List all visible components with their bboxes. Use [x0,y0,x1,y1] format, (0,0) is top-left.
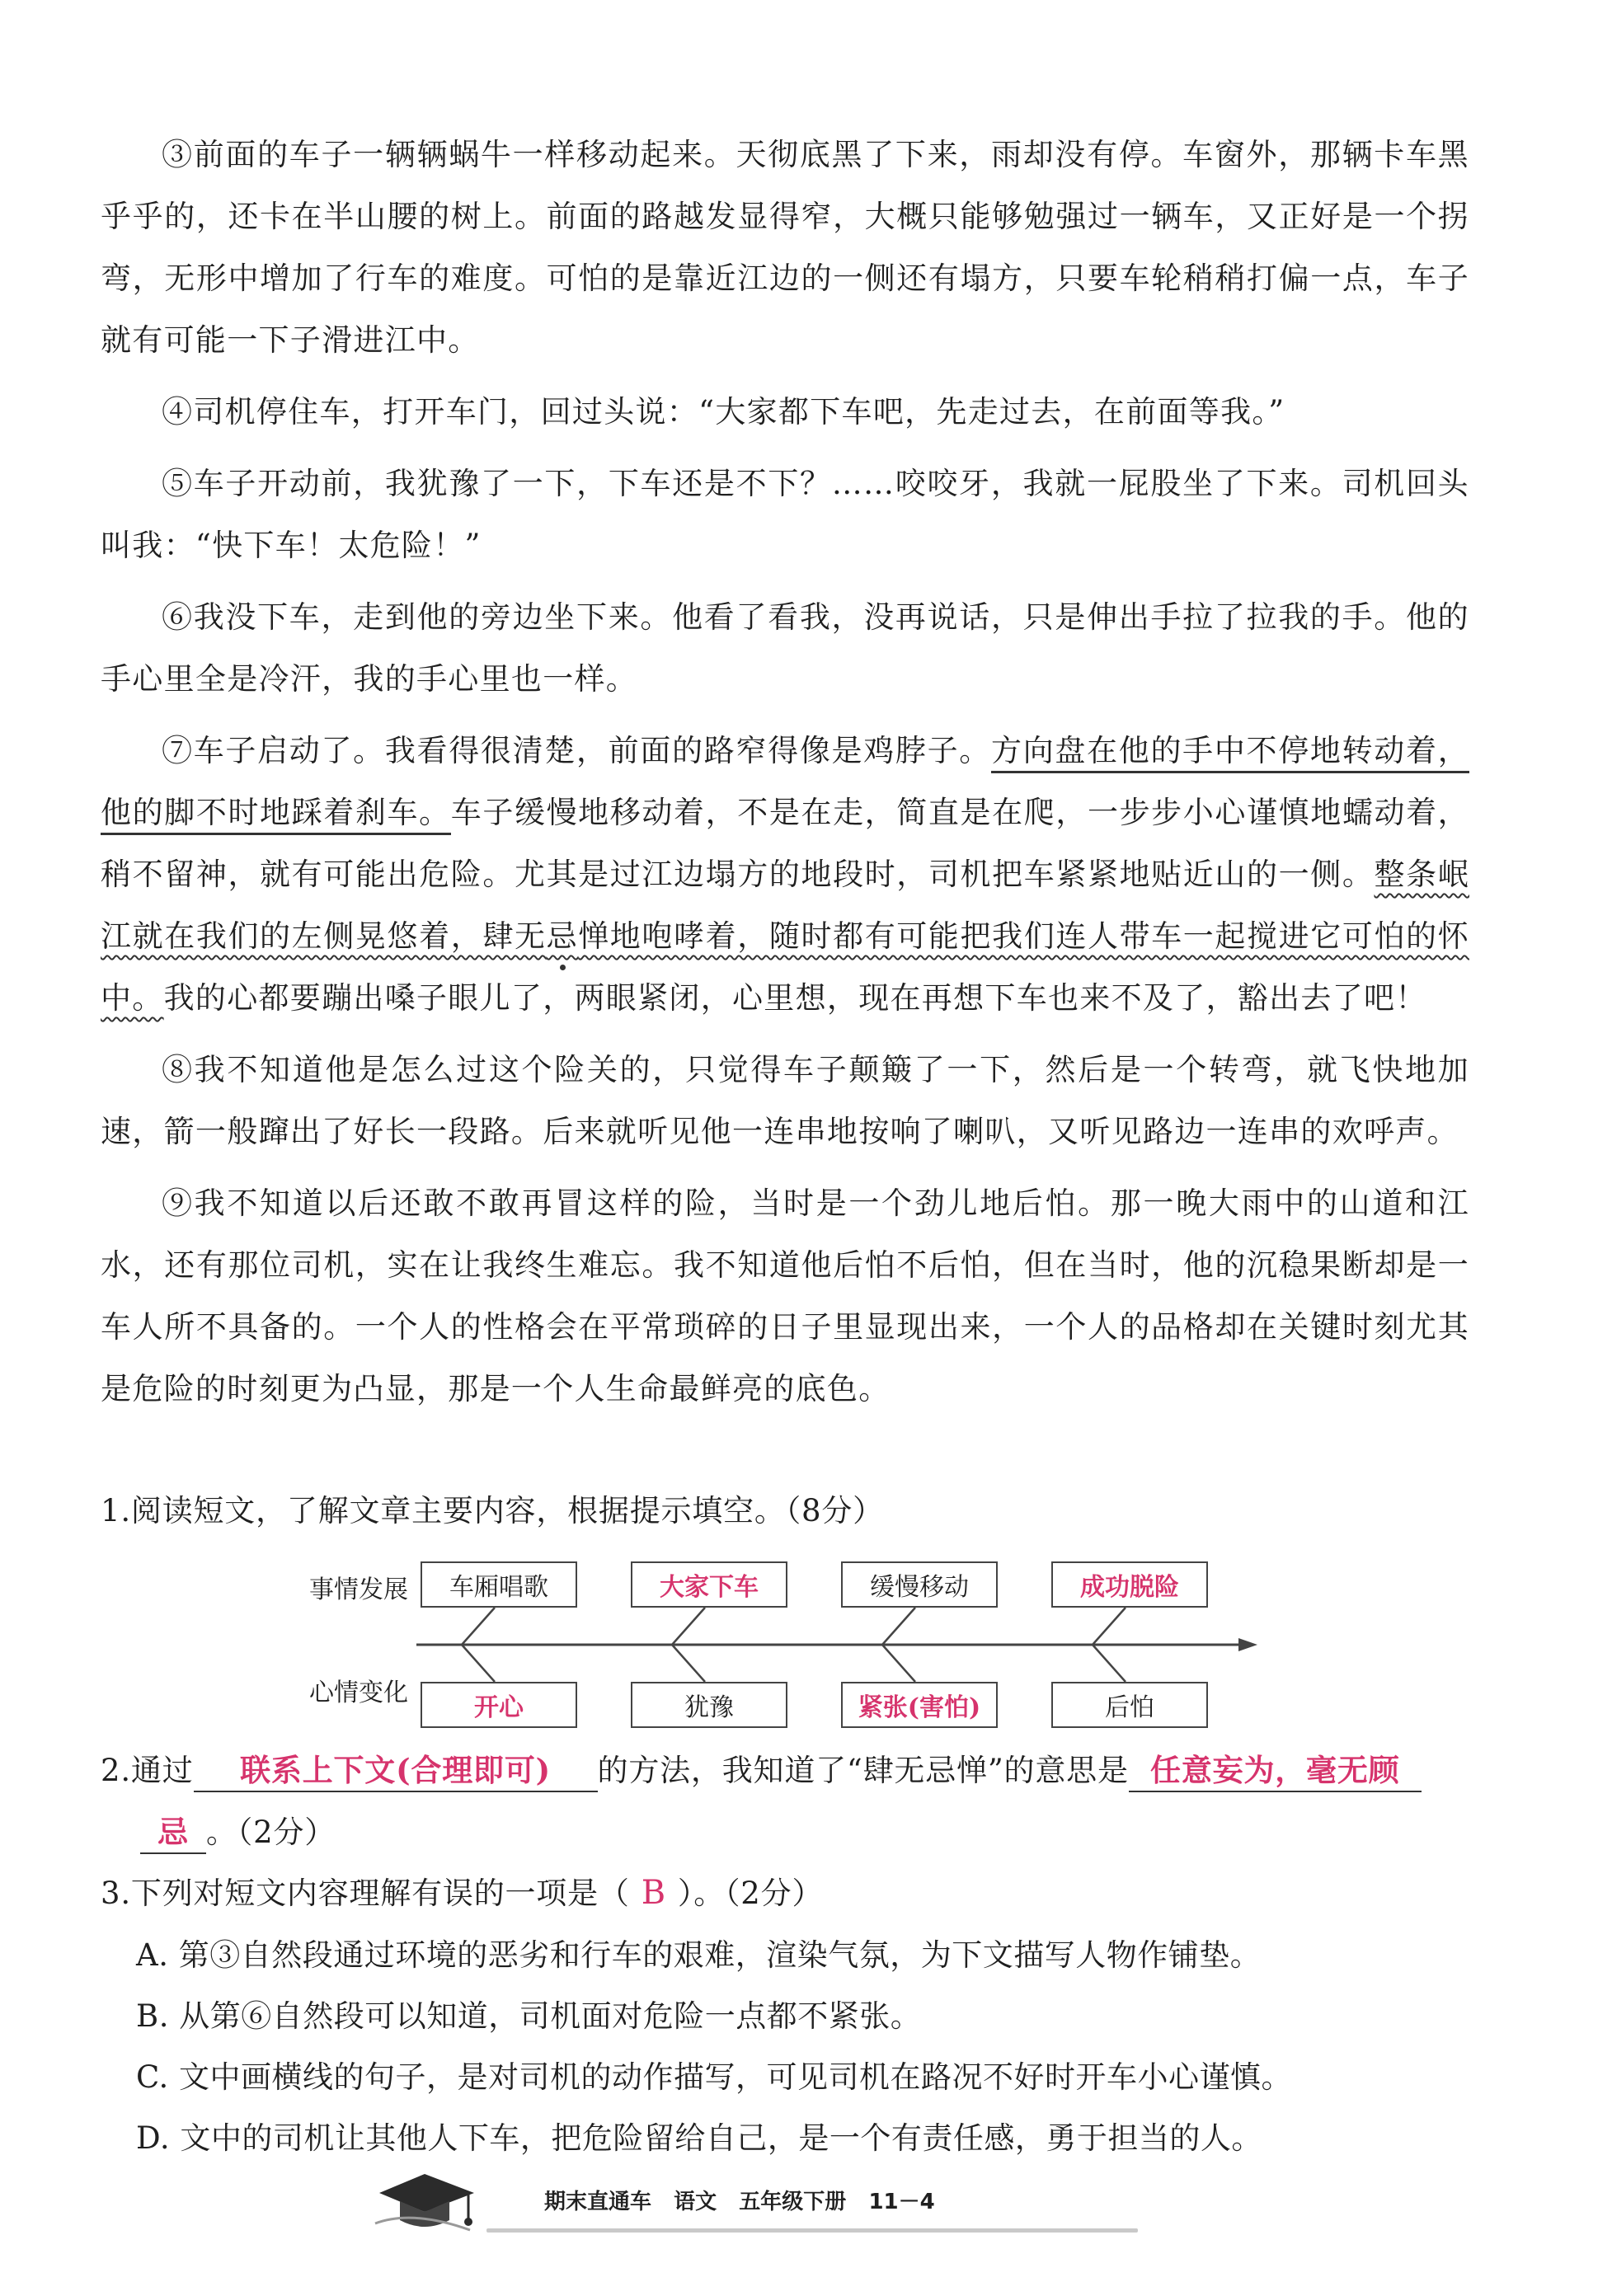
graduation-cap-icon [371,2164,478,2238]
q2-answer-method: 联系上下文(合理即可) [194,1749,598,1792]
question-3 [101,1870,1486,1917]
wavy-part-1: 整条岷江就在我们的左侧晃悠着，肆无 [101,857,1469,954]
dotted-char: 忌 [546,918,579,954]
option-a: A. 第③自然段通过环境的恶劣和行车的艰难，渲染气氛，为下文描写人物作铺垫。 [136,1937,1262,1973]
branch-top-3 [882,1608,915,1645]
paragraph-5: ⑤车子开动前，我犹豫了一下，下车还是不下？……咬咬牙，我就一屁股坐了下来。司机回头叫我：“快下车！太危险！” [101,466,1469,563]
paragraph-4: ④司机停住车，打开车门，回过头说：“大家都下车吧，先走过去，在前面等我。” [162,394,1285,430]
feeling-box-1: 开心 [421,1682,577,1728]
paragraph-9: ⑨我不知道以后还敢不敢再冒这样的险，当时是一个劲儿地后怕。那一晚大雨中的山道和江水，还有那位司机，实在让我终生难忘。我不知道他后怕不后怕，但在当时，他的沉稳果断却是一车人所不具备的。一个人的性格会在平常琐碎的日子里显现出来，一个人的品格却在关键时刻尤其是危险的时刻更为凸显，那是一个人生命最鲜亮的底色。 [101,1186,1469,1406]
branch-bottom-1 [462,1645,495,1682]
paragraph-3: ③前面的车子一辆辆蜗牛一样移动起来。天彻底黑了下来，雨却没有停。车窗外，那辆卡车黑乎乎的，还卡在半山腰的树上。前面的路越发显得窄，大概只能够勉强过一辆车，又正好是一个拐弯，无形中增加了行车的难度。可怕的是靠近江边的一侧还有塌方，只要车轮稍稍打偏一点，车子就有可能一下子滑进江中。 [101,137,1469,358]
event-box-1: 车厢唱歌 [421,1561,577,1608]
underlined-sentence: 方向盘在他的手中不停地转动着，他的脚不时地踩着刹车。 [101,733,1469,835]
event-box-3: 缓慢移动 [841,1561,998,1608]
footer-rule [486,2228,1138,2233]
q3-text-b: ）。（2分） [677,1876,824,1911]
p7-text-a: ⑦车子启动了。我看得很清楚，前面的路窄得像是鸡脖子。 [162,733,991,768]
branch-top-4 [1093,1608,1126,1645]
p7-text-b: 车子缓慢地移动着，不是在走，简直是在爬，一步步小心谨慎地蠕动着，稍不留神，就有可能出危险。尤其是过江边塌方的地段时，司机把车紧紧地贴近山的一侧。 [101,795,1469,892]
q2-score: 。（2分） [206,1815,336,1850]
option-b: B. 从第⑥自然段可以知道，司机面对危险一点都不紧张。 [136,1998,922,2034]
feeling-box-2: 犹豫 [631,1682,787,1728]
paragraph-6: ⑥我没下车，走到他的旁边坐下来。他看了看我，没再说话，只是伸出手拉了拉我的手。他的手心里全是冷汗，我的手心里也一样。 [101,599,1469,697]
q2-text-b: 的方法，我知道了“肆无忌惮”的意思是 [597,1753,1129,1788]
branch-top-2 [672,1608,705,1645]
event-box-2: 大家下车 [631,1561,787,1608]
q2-answer-meaning-b: 忌 [140,1811,206,1854]
reading-passage [101,124,1469,1430]
page-footer [363,2164,1154,2238]
footer-text: 期末直通车 语文 五年级下册 11－4 [544,2190,935,2214]
question-1: 1.阅读短文，了解文章主要内容，根据提示填空。（8分） [101,1493,884,1528]
branch-top-1 [462,1608,495,1645]
q2-answer-meaning-a: 任意妄为，毫无顾 [1129,1749,1422,1792]
label-events: 事情发展 [309,1575,408,1604]
feeling-box-4: 后怕 [1051,1682,1208,1728]
paragraph-8: ⑧我不知道他是怎么过这个险关的，只觉得车子颠簸了一下，然后是一个转弯，就飞快地加速，箭一般蹿出了好长一段路。后来就听见他一连串地按响了喇叭，又听见路边一连串的欢呼声。 [101,1052,1469,1149]
label-feelings: 心情变化 [309,1679,408,1707]
q2-text-a: 2.通过 [101,1753,194,1788]
question-2 [101,1748,1486,1794]
q3-answer: B [641,1874,666,1912]
option-d: D. 文中的司机让其他人下车，把危险留给自己，是一个有责任感，勇于担当的人。 [136,2120,1262,2156]
q3-text-a: 3.下列对短文内容理解有误的一项是（ [101,1876,630,1911]
paragraph-7 [101,720,1469,1029]
option-c: C. 文中画横线的句子，是对司机的动作描写，可见司机在路况不好时开车小心谨慎。 [136,2059,1293,2095]
branch-bottom-2 [672,1645,705,1682]
branch-bottom-4 [1093,1645,1126,1682]
p7-text-c: 我的心都要蹦出嗓子眼儿了，两眼紧闭，心里想，现在再想下车也来不及了，豁出去了吧！ [163,980,1427,1016]
branch-bottom-3 [882,1645,915,1682]
event-box-4: 成功脱险 [1051,1561,1208,1608]
arrow-head [1238,1638,1257,1651]
wavy-part-2: 惮地咆哮着，随时都有可能把我们连人带车一起搅进它可怕的怀中。 [101,918,1469,1016]
question-2-cont [140,1810,1525,1856]
feeling-box-3: 紧张(害怕) [841,1682,998,1728]
fishbone-diagram [297,1558,1270,1731]
